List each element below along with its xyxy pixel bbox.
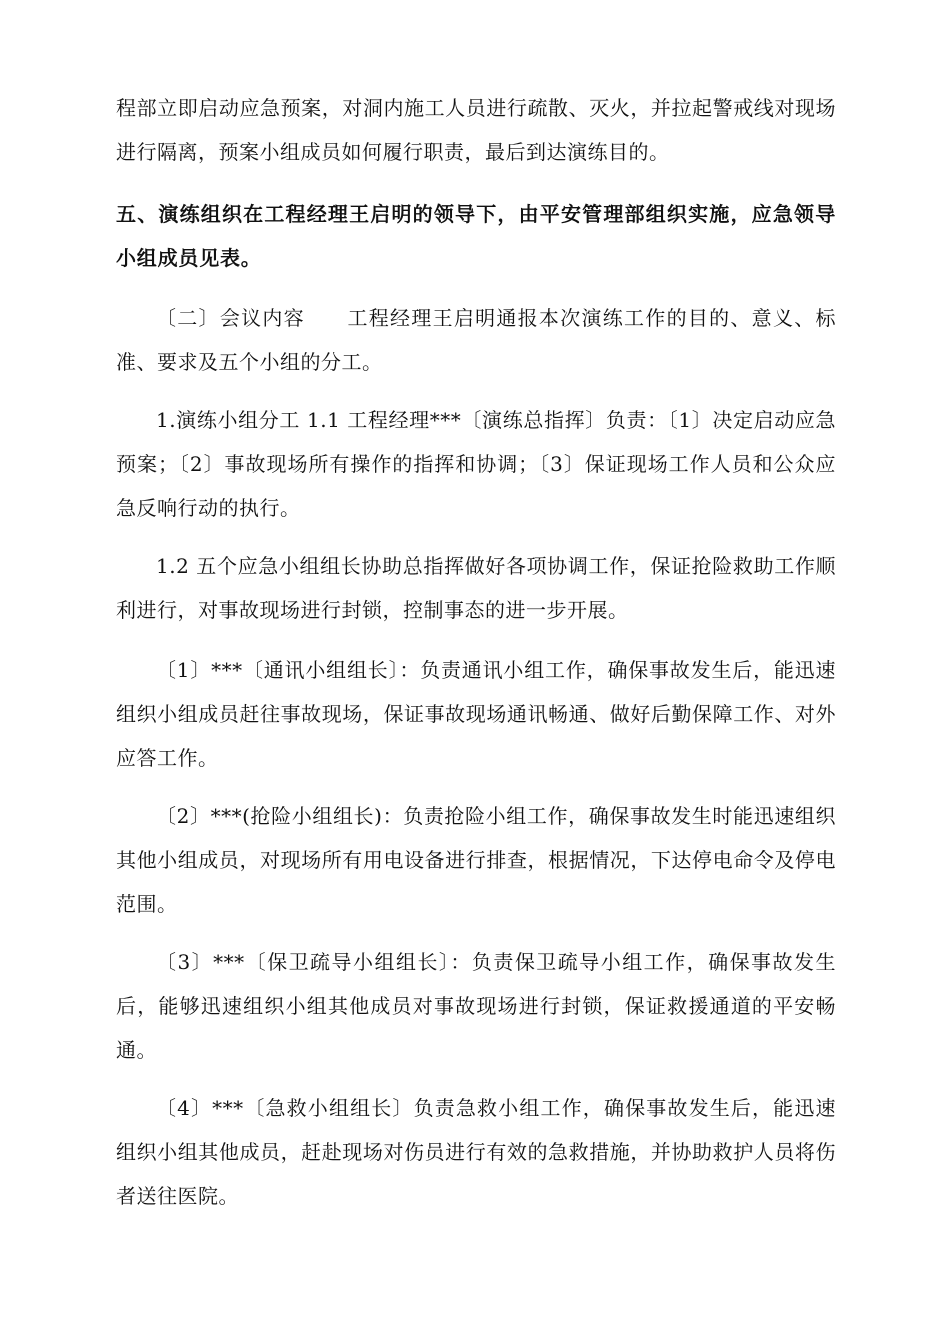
paragraph-meeting-content: 〔二〕会议内容 工程经理王启明通报本次演练工作的目的、意义、标准、要求及五个小组的分工。	[116, 306, 836, 374]
section-heading-drill-organization: 五、演练组织在工程经理王启明的领导下，由平安管理部组织实施，应急领导小组成员见表。	[116, 202, 836, 270]
paragraph-group-division: 1.演练小组分工 1.1 工程经理***〔演练总指挥〕负责：〔1〕决定启动应急预案；〔2〕事故现场所有操作的指挥和协调；〔3〕保证现场工作人员和公众应急反响行动的执行。	[116, 408, 836, 520]
paragraph-communication-group: 〔1〕***〔通讯小组组长〕：负责通讯小组工作，确保事故发生后，能迅速组织小组成员赶往事故现场，保证事故现场通讯畅通、做好后勤保障工作、对外应答工作。	[116, 658, 836, 770]
paragraph-evacuation-continuation: 程部立即启动应急预案，对洞内施工人员进行疏散、灭火，并拉起警戒线对现场进行隔离，预案小组成员如何履行职责，最后到达演练目的。	[116, 96, 836, 164]
paragraph-first-aid-group: 〔4〕***〔急救小组组长〕负责急救小组工作，确保事故发生后，能迅速组织小组其他成员，赶赴现场对伤员进行有效的急救措施，并协助救护人员将伤者送往医院。	[116, 1096, 836, 1208]
paragraph-rescue-group: 〔2〕***(抢险小组组长)：负责抢险小组工作，确保事故发生时能迅速组织其他小组成员，对现场所有用电设备进行排查，根据情况，下达停电命令及停电范围。	[116, 804, 836, 916]
paragraph-security-group: 〔3〕***〔保卫疏导小组组长〕：负责保卫疏导小组工作，确保事故发生后，能够迅速组织小组其他成员对事故现场进行封锁，保证救援通道的平安畅通。	[116, 950, 836, 1062]
paragraph-group-leaders: 1.2 五个应急小组组长协助总指挥做好各项协调工作，保证抢险救助工作顺利进行，对事故现场进行封锁，控制事态的进一步开展。	[116, 554, 836, 622]
